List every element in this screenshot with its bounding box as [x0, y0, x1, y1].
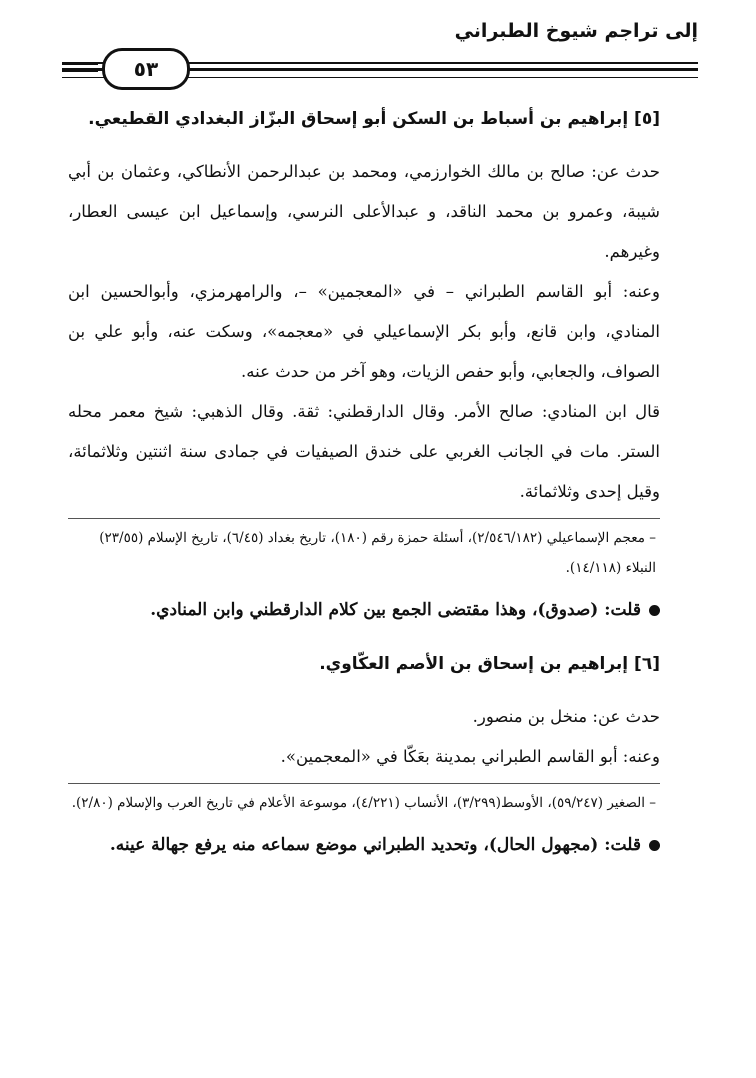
narrated-from-paragraph: حدث عن: صالح بن مالك الخوارزمي، ومحمد بن عبدالرحمن الأنطاكي، وعثمان بن أبي شيبة، وعمرو بن محمد الناقد، و عبدالأعلى النرسي، وإسماعيل ابن عيسى العطار، وغيرهم. — [68, 162, 660, 261]
narrators-paragraph: وعنه: أبو القاسم الطبراني بمدينة بعَكّا في «المعجمين». — [280, 747, 660, 766]
verdict-text: قلت: (مجهول الحال)، وتحديد الطبراني موضع سماعه منه يرفع جهالة عينه. — [109, 835, 641, 855]
page-number-dash — [62, 62, 98, 76]
entry-title: [٥] إبراهيم بن أسباط بن السكن أبو إسحاق البزّاز البغدادي القطيعي. — [88, 109, 660, 129]
bullet-icon — [649, 840, 660, 851]
page-header — [62, 20, 698, 84]
verdict-text: قلت: (صدوق)، وهذا مقتضى الجمع بين كلام الدارقطني وابن المنادي. — [150, 600, 641, 620]
divider — [68, 783, 660, 784]
sources-note: – الصغير (٥٩/٢٤٧)، الأوسط(٣/٢٩٩)، الأنساب (٤/٢٢١)، موسوعة الأعلام في تاريخ العرب والإسلام (٢/٨٠). — [71, 795, 656, 811]
verdict — [68, 824, 660, 866]
running-title: إلى تراجم شيوخ الطبراني — [454, 20, 698, 42]
narrated-from-paragraph: حدث عن: منخل بن منصور. — [472, 707, 660, 726]
grading-paragraph: قال ابن المنادي: صالح الأمر. وقال الدارقطني: ثقة. وقال الذهبي: شيخ معمر محله الستر. مات في الجانب الغربي على خندق الصيفيات في جمادى سنة اثنتين وثلاثمائة، وقيل إحدى وثلاثمائة. — [68, 402, 660, 501]
narrators-paragraph: وعنه: أبو القاسم الطبراني – في «المعجمين» –، والرامهرمزي، وأبوالحسين ابن المنادي، وابن قانع، وأبو بكر الإسماعيلي في «معجمه»، وسكت عنه، وأبو علي بن الصواف، والجعابي، وأبو حفص الزيات، وهو آخر من حدث عنه. — [68, 282, 660, 381]
entry-title: [٦] إبراهيم بن إسحاق بن الأصم العكّاوي. — [319, 654, 660, 674]
entry-6 — [68, 649, 660, 866]
divider — [68, 518, 660, 519]
page-number: ٥٣ — [102, 48, 190, 90]
verdict — [68, 589, 660, 631]
page-body — [68, 104, 660, 866]
sources-note: – معجم الإسماعيلي (٢/٥٤٦/١٨٢)، أسئلة حمزة رقم (١٨٠)، تاريخ بغداد (٦/٤٥)، تاريخ الإسلام (٢٣/٥٥) النبلاء (١٤/١١٨). — [99, 530, 656, 576]
entry-5 — [68, 104, 660, 631]
bullet-icon — [649, 605, 660, 616]
